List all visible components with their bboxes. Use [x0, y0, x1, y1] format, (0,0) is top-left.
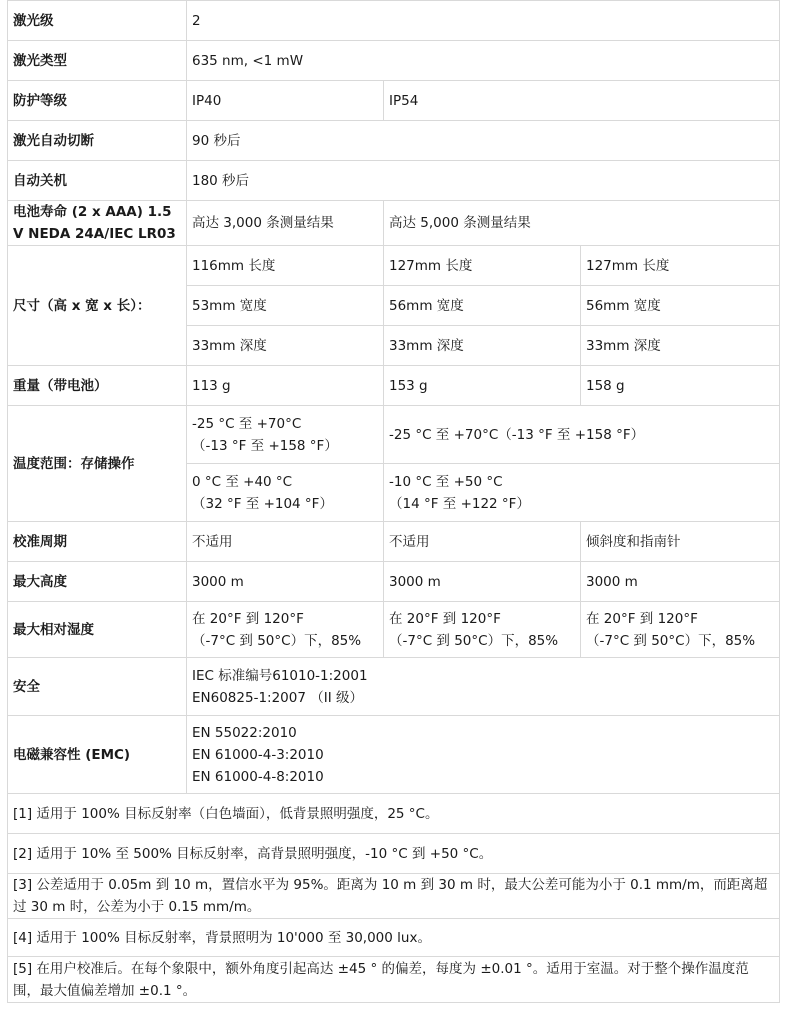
- cell-value: -25 °C 至 +70°C（-13 °F 至 +158 °F）: [384, 406, 780, 464]
- cell-value: 127mm 长度: [581, 246, 780, 286]
- cell-value: IP40: [187, 81, 384, 121]
- cell-value: [187, 406, 384, 464]
- cell-line: （-13 °F 至 +158 °F）: [192, 437, 338, 454]
- footnote: [1] 适用于 100% 目标反射率（白色墙面），低背景照明强度，25 °C。: [8, 794, 780, 834]
- row-label: 重量（带电池）: [8, 366, 187, 406]
- cell-value: 113 g: [187, 366, 384, 406]
- row-label: 激光自动切断: [8, 121, 187, 161]
- row-calibration: [8, 522, 780, 562]
- row-label: 最大高度: [8, 562, 187, 602]
- cell-value: 3000 m: [187, 562, 384, 602]
- spec-table: [7, 0, 780, 1003]
- footnote: [5] 在用户校准后。在每个象限中，额外角度引起高达 ±45 ° 的偏差，每度为 ±0.01 °。适用于室温。对于整个操作温度范围，最大值偏差增加 ±0.1 °。: [8, 957, 780, 1003]
- row-temperature-storage: [8, 406, 780, 464]
- row-battery: [8, 201, 780, 246]
- cell-line: EN 61000-4-3:2010: [192, 746, 324, 763]
- cell-line: （14 °F 至 +122 °F）: [389, 495, 530, 512]
- footnote-row: [8, 919, 780, 957]
- row-label: 安全: [8, 658, 187, 716]
- cell-line: （-7°C 到 50°C）下，85%: [586, 632, 756, 649]
- cell-value: 116mm 长度: [187, 246, 384, 286]
- footnote: [4] 适用于 100% 目标反射率，背景照明为 10'000 至 30,000 lux。: [8, 919, 780, 957]
- cell-line: 在 20°F 到 120°F: [192, 610, 304, 627]
- cell-value: 158 g: [581, 366, 780, 406]
- row-label: 电磁兼容性 (EMC): [8, 716, 187, 794]
- cell-line: 在 20°F 到 120°F: [586, 610, 698, 627]
- row-laser-class: [8, 1, 780, 41]
- cell-line: 在 20°F 到 120°F: [389, 610, 501, 627]
- row-label: 激光级: [8, 1, 187, 41]
- row-label: 自动关机: [8, 161, 187, 201]
- footnote-row: [8, 874, 780, 919]
- cell-value: 倾斜度和指南针: [581, 522, 780, 562]
- row-laser-auto-off: [8, 121, 780, 161]
- cell-value: IP54: [384, 81, 780, 121]
- row-weight: [8, 366, 780, 406]
- cell-value: [581, 602, 780, 658]
- cell-value: 127mm 长度: [384, 246, 581, 286]
- row-auto-power-off: [8, 161, 780, 201]
- row-label-line: 电池寿命 (2 x AAA) 1.5: [13, 204, 172, 220]
- row-label-line: V NEDA 24A/IEC LR03: [13, 226, 176, 242]
- row-label: 尺寸（高 x 宽 x 长）：: [8, 246, 187, 366]
- row-label: 防护等级: [8, 81, 187, 121]
- cell-value: 3000 m: [581, 562, 780, 602]
- row-max-altitude: [8, 562, 780, 602]
- cell-value: 高达 3,000 条测量结果: [187, 201, 384, 246]
- row-laser-type: [8, 41, 780, 81]
- footnote: [3] 公差适用于 0.05m 到 10 m，置信水平为 95%。距离为 10 m 到 30 m 时，最大公差可能为小于 0.1 mm/m，而距离超过 30 m 时，公差为小于 0.15 mm/m。: [8, 874, 780, 919]
- cell-value: 180 秒后: [187, 161, 780, 201]
- cell-value: [187, 464, 384, 522]
- footnote-row: [8, 794, 780, 834]
- cell-line: EN 61000-4-8:2010: [192, 768, 324, 785]
- cell-value: 33mm 深度: [384, 326, 581, 366]
- cell-value: 56mm 宽度: [581, 286, 780, 326]
- footnote-row: [8, 957, 780, 1003]
- cell-line: （-7°C 到 50°C）下，85%: [192, 632, 362, 649]
- row-label: 校准周期: [8, 522, 187, 562]
- cell-line: （-7°C 到 50°C）下，85%: [389, 632, 559, 649]
- row-protection: [8, 81, 780, 121]
- cell-line: -10 °C 至 +50 °C: [389, 473, 503, 490]
- row-max-humidity: [8, 602, 780, 658]
- cell-value: [384, 602, 581, 658]
- cell-line: EN60825-1:2007 （II 级）: [192, 689, 363, 706]
- row-emc: [8, 716, 780, 794]
- cell-value: [187, 658, 780, 716]
- cell-value: 33mm 深度: [581, 326, 780, 366]
- cell-value: 153 g: [384, 366, 581, 406]
- cell-value: [187, 602, 384, 658]
- row-label: 温度范围：存储操作: [8, 406, 187, 522]
- cell-value: 3000 m: [384, 562, 581, 602]
- cell-line: IEC 标准编号61010-1:2001: [192, 667, 368, 684]
- footnote-row: [8, 834, 780, 874]
- row-dimensions-length: [8, 246, 780, 286]
- cell-value: 不适用: [187, 522, 384, 562]
- row-label: [8, 201, 187, 246]
- row-label: 激光类型: [8, 41, 187, 81]
- cell-value: 53mm 宽度: [187, 286, 384, 326]
- cell-line: EN 55022:2010: [192, 724, 297, 741]
- cell-value: 33mm 深度: [187, 326, 384, 366]
- cell-value: 90 秒后: [187, 121, 780, 161]
- cell-value: 635 nm, <1 mW: [187, 41, 780, 81]
- cell-line: （32 °F 至 +104 °F）: [192, 495, 333, 512]
- cell-line: -25 °C 至 +70°C: [192, 415, 302, 432]
- row-label: 最大相对湿度: [8, 602, 187, 658]
- cell-value: 不适用: [384, 522, 581, 562]
- cell-value: [384, 464, 780, 522]
- row-safety: [8, 658, 780, 716]
- cell-value: 高达 5,000 条测量结果: [384, 201, 780, 246]
- cell-value: 56mm 宽度: [384, 286, 581, 326]
- footnote: [2] 适用于 10% 至 500% 目标反射率，高背景照明强度，-10 °C 到 +50 °C。: [8, 834, 780, 874]
- cell-line: 0 °C 至 +40 °C: [192, 473, 293, 490]
- cell-value: 2: [187, 1, 780, 41]
- cell-value: [187, 716, 780, 794]
